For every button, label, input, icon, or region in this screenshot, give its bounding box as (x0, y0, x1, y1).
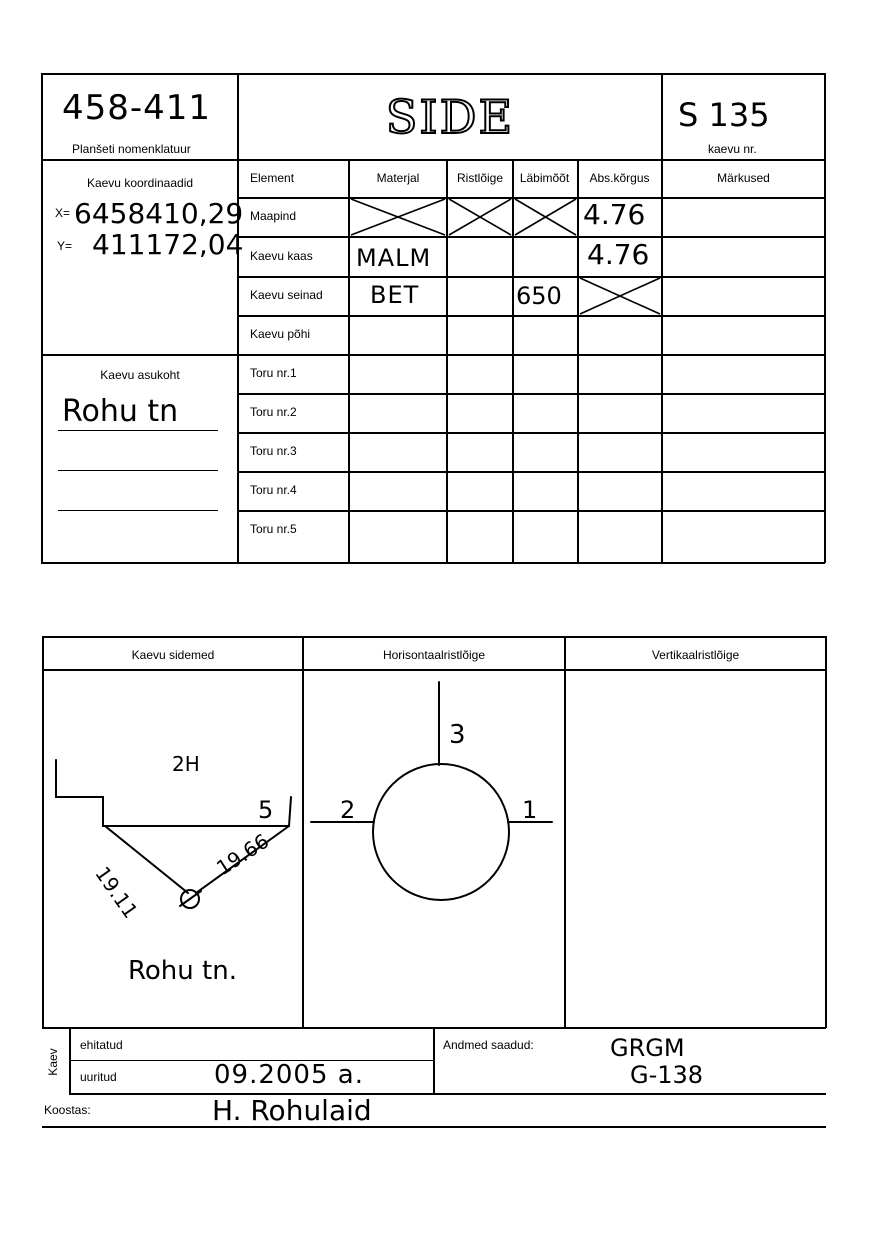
row-element-label: Kaevu põhi (250, 327, 311, 341)
row-element-label: Kaevu kaas (250, 249, 313, 263)
distance-left: 19.11 (90, 862, 143, 923)
y-coordinate-value: 411172,04 (92, 228, 244, 261)
surveyed-label: uuritud (80, 1070, 117, 1084)
distance-right: 19.66 (212, 828, 274, 881)
row-element-label: Toru nr.5 (250, 522, 297, 536)
header-diameter: Läbimõõt (519, 171, 570, 185)
header-notes: Märkused (717, 171, 770, 185)
data-received-source: GRGM (610, 1034, 685, 1062)
well-number-label: kaevu nr. (708, 142, 757, 156)
form-title: SIDE (385, 90, 515, 144)
row-element-label: Maapind (250, 209, 297, 223)
row-element-label: Kaevu seinad (250, 288, 323, 302)
well-number-value: S 135 (678, 96, 770, 134)
pipe-number-top: 3 (449, 720, 466, 750)
row-element-label: Toru nr.1 (250, 366, 297, 380)
cell-elevation: 4.76 (587, 238, 650, 271)
row-element-label: Toru nr.3 (250, 444, 297, 458)
x-coordinate-value: 6458410,29 (74, 197, 244, 230)
row-element-label: Toru nr.2 (250, 405, 297, 419)
x-prefix: X= (55, 206, 71, 220)
cell-diameter: 650 (516, 282, 562, 310)
pipe-number-left: 2 (340, 796, 356, 824)
header-element: Element (250, 171, 295, 185)
header-material: Materjal (376, 171, 420, 185)
header-horizontal-section: Horisontaalristlõige (382, 648, 486, 662)
built-label: ehitatud (80, 1038, 123, 1052)
cell-material: MALM (356, 244, 432, 272)
header-elevation: Abs.kõrgus (589, 171, 650, 185)
surveyed-date: 09.2005 a. (214, 1060, 364, 1090)
compiled-by-name: H. Rohulaid (212, 1094, 372, 1127)
header-well-ties: Kaevu sidemed (131, 648, 215, 662)
nomenclature-label: Planšeti nomenklatuur (72, 142, 191, 156)
cell-elevation: 4.76 (583, 198, 646, 231)
location-label: Kaevu asukoht (100, 368, 180, 382)
location-value: Rohu tn (62, 394, 179, 429)
header-vertical-section: Vertikaalristlõige (651, 648, 740, 662)
compiled-by-label: Koostas: (44, 1103, 91, 1117)
data-received-reference: G-138 (630, 1061, 704, 1089)
building-number: 2H (172, 752, 200, 776)
pipe-number-right: 1 (522, 796, 538, 824)
coordinates-label: Kaevu koordinaadid (86, 176, 194, 190)
corner-label: 5 (258, 796, 274, 824)
side-label-well: Kaev (46, 1048, 60, 1076)
row-element-label: Toru nr.4 (250, 483, 297, 497)
data-received-label: Andmed saadud: (443, 1038, 534, 1052)
cell-material: BET (370, 281, 420, 309)
nomenclature-value: 458-411 (62, 88, 212, 128)
y-prefix: Y= (57, 239, 73, 253)
header-section: Ristlõige (456, 171, 504, 185)
street-name: Rohu tn. (128, 956, 237, 986)
